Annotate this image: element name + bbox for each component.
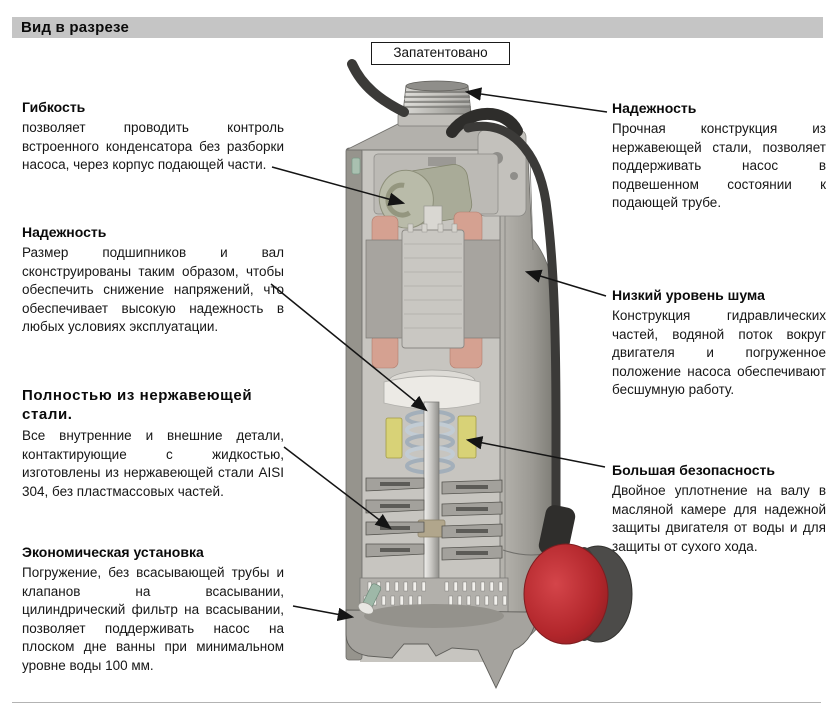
footer-rule — [12, 702, 821, 703]
annotation-heading: Гибкость — [22, 99, 86, 115]
arrow-economic-install — [293, 606, 352, 617]
patent-badge-label: Запатентовано — [393, 45, 488, 60]
annotation-body: Конструкция гидравлических частей, водяной поток вокруг двигателя и погруженное положение насоса обеспечивают бесшумную работу. — [612, 308, 826, 397]
pump-body — [346, 64, 632, 688]
annotation-heading: Надежность — [22, 224, 107, 240]
casing-bolt — [352, 158, 360, 174]
motor-rotor — [402, 206, 464, 348]
annotation-heading: Экономическая установка — [22, 544, 204, 560]
annotation-heading: Надежность — [612, 100, 697, 116]
annotation-body: Размер подшипников и вал сконструированы таким образом, чтобы обеспечить снижение напряжений, что обеспечивает высокую надежность в любых условиях эксплуатации. — [22, 245, 284, 334]
bowl-interior — [364, 604, 504, 628]
annotation-body: Погружение, без всасывающей трубы и клапанов на всасывании, цилиндрический фильтр на всасывании, позволяет поддерживать насос на плоском дне ванны при минимальном уровне воды 100 мм. — [22, 565, 284, 673]
annotation-body: Прочная конструкция из нержавеющей стали, позволяет поддерживать насос в подвешенном состоянии к подающей трубе. — [612, 121, 826, 210]
annotation-heading: Низкий уровень шума — [612, 287, 765, 303]
annotation-body: позволяет проводить контроль встроенного конденсатора без разборки насоса, через корпус подающей части. — [22, 120, 284, 172]
annotation-heading: Полностью из нержавеющей стали. — [22, 387, 253, 423]
annotation-body: Все внутренние и внешние детали, контактирующие с жидкостью, изготовлены из нержавеющей стали AISI 304, без пластмассовых частей. — [22, 428, 284, 499]
annotation-body: Двойное уплотнение на валу в масляной камере для надежной защиты двигателя от воды и для защиты от сухого хода. — [612, 483, 826, 554]
annotation-heading: Большая безопасность — [612, 462, 775, 478]
section-title: Вид в разрезе — [21, 19, 129, 36]
